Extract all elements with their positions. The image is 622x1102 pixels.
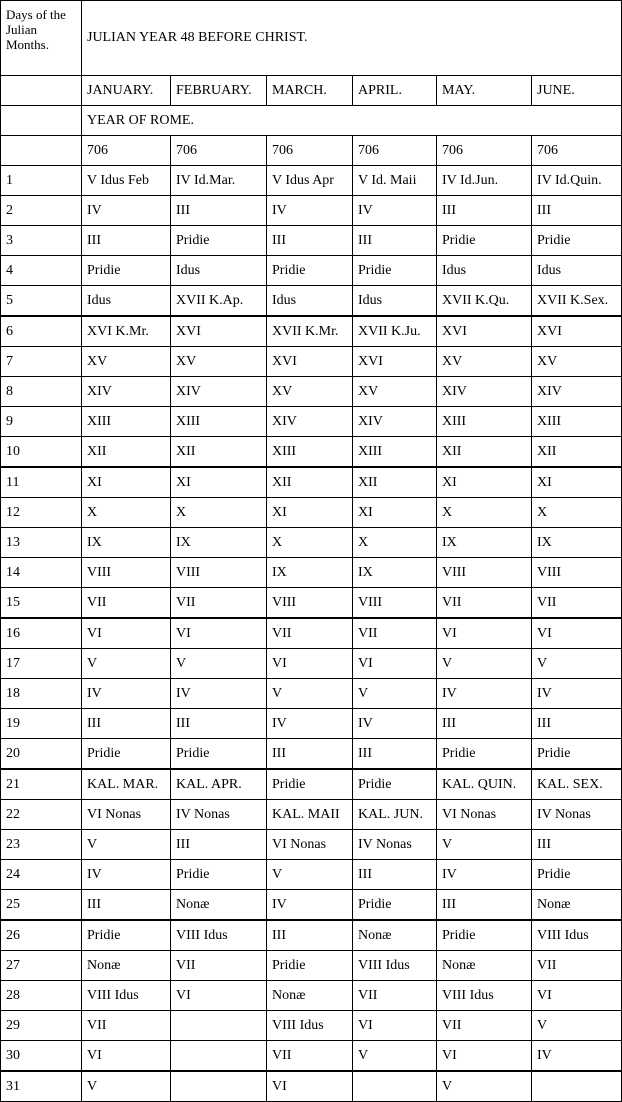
date-cell-april: VII [353,981,437,1011]
year-value: 706 [171,136,267,166]
day-number: 2 [1,196,82,226]
date-cell-april: IX [353,558,437,588]
table-row [1,1041,622,1072]
date-cell-may: VII [437,1011,532,1041]
date-cell-may: V [437,1071,532,1102]
date-cell-june: VI [532,981,622,1011]
date-cell-april: KAL. JUN. [353,800,437,830]
date-cell-april: XIV [353,407,437,437]
month-header-june: JUNE. [532,76,622,106]
date-cell-june: XV [532,347,622,377]
date-cell-april: IV [353,709,437,739]
date-cell-march: III [267,226,353,256]
date-cell-march: XVII K.Mr. [267,316,353,347]
date-cell-april: IV [353,196,437,226]
day-number: 10 [1,437,82,468]
table-row [1,316,622,347]
date-cell-march: XVI [267,347,353,377]
table-row [1,226,622,256]
date-cell-january: KAL. MAR. [82,769,171,800]
day-number: 20 [1,739,82,770]
empty-cell [1,106,82,136]
date-cell-april: III [353,739,437,770]
table-row [1,679,622,709]
date-cell-february: XIV [171,377,267,407]
day-number: 16 [1,618,82,649]
month-header-march: MARCH. [267,76,353,106]
day-number: 14 [1,558,82,588]
day-number: 24 [1,860,82,890]
date-cell-march: Pridie [267,769,353,800]
date-cell-january: Nonæ [82,951,171,981]
date-cell-march: III [267,920,353,951]
day-number: 7 [1,347,82,377]
date-cell-june: III [532,709,622,739]
date-cell-march: VII [267,618,353,649]
date-cell-february: IX [171,528,267,558]
year-of-rome-label-row [1,106,622,136]
date-cell-april: Nonæ [353,920,437,951]
date-cell-january: V Idus Feb [82,166,171,196]
day-number: 6 [1,316,82,347]
date-cell-may: IX [437,528,532,558]
date-cell-february: VII [171,588,267,619]
year-of-rome-row [1,136,622,166]
table-row [1,920,622,951]
date-cell-march: Nonæ [267,981,353,1011]
date-cell-january: VII [82,588,171,619]
date-cell-january: VIII [82,558,171,588]
date-cell-june: Nonæ [532,890,622,921]
date-cell-january: XII [82,437,171,468]
date-cell-june: Idus [532,256,622,286]
date-cell-may: IV [437,679,532,709]
date-cell-january: V [82,649,171,679]
date-cell-january: X [82,498,171,528]
date-cell-march: VI [267,649,353,679]
date-cell-february: XV [171,347,267,377]
date-cell-may: Idus [437,256,532,286]
date-cell-january: IV [82,196,171,226]
day-number: 1 [1,166,82,196]
day-number: 5 [1,286,82,317]
date-cell-february: III [171,830,267,860]
empty-cell [1,136,82,166]
day-number: 21 [1,769,82,800]
date-cell-june: IX [532,528,622,558]
date-cell-june: III [532,196,622,226]
table-row [1,286,622,317]
date-cell-june: IV [532,1041,622,1072]
date-cell-june [532,1071,622,1102]
date-cell-february [171,1071,267,1102]
day-number: 13 [1,528,82,558]
date-cell-april: XII [353,467,437,498]
date-cell-may: VIII Idus [437,981,532,1011]
date-cell-may: IV [437,860,532,890]
date-cell-june: III [532,830,622,860]
day-number: 15 [1,588,82,619]
date-cell-june: XI [532,467,622,498]
date-cell-february: IV [171,679,267,709]
date-cell-april: VI [353,1011,437,1041]
day-number: 17 [1,649,82,679]
date-cell-march: VIII [267,588,353,619]
date-cell-june: XVII K.Sex. [532,286,622,317]
date-cell-may: III [437,709,532,739]
date-cell-january: XIV [82,377,171,407]
date-cell-february: VIII [171,558,267,588]
date-cell-may: VI [437,618,532,649]
table-row [1,196,622,226]
date-cell-january: V [82,1071,171,1102]
date-cell-may: III [437,890,532,921]
date-cell-june: XVI [532,316,622,347]
date-cell-february: III [171,709,267,739]
year-value: 706 [532,136,622,166]
day-number: 27 [1,951,82,981]
date-cell-february: III [171,196,267,226]
day-number: 26 [1,920,82,951]
date-cell-march: IV [267,709,353,739]
table-row [1,890,622,921]
table-row [1,437,622,468]
date-cell-february: XVI [171,316,267,347]
date-cell-march: IV [267,196,353,226]
date-cell-march: XI [267,498,353,528]
date-cell-may: XII [437,437,532,468]
table-row [1,256,622,286]
date-cell-february: IV Nonas [171,800,267,830]
date-cell-january: III [82,890,171,921]
date-cell-june: VIII Idus [532,920,622,951]
date-cell-june: VI [532,618,622,649]
date-cell-march: IV [267,890,353,921]
day-number: 11 [1,467,82,498]
date-cell-may: VI [437,1041,532,1072]
date-cell-february: Pridie [171,226,267,256]
table-row [1,951,622,981]
date-cell-march: VIII Idus [267,1011,353,1041]
date-cell-april: V [353,679,437,709]
month-header-may: MAY. [437,76,532,106]
date-cell-june: Pridie [532,739,622,770]
date-cell-june: V [532,649,622,679]
date-cell-january: XV [82,347,171,377]
date-cell-april: Idus [353,286,437,317]
day-number: 8 [1,377,82,407]
date-cell-may: XVI [437,316,532,347]
date-cell-january: VI [82,1041,171,1072]
date-cell-february: VIII Idus [171,920,267,951]
table-row [1,347,622,377]
date-cell-june: KAL. SEX. [532,769,622,800]
date-cell-may: XIII [437,407,532,437]
date-cell-february: VI [171,618,267,649]
date-cell-may: IV Id.Jun. [437,166,532,196]
date-cell-january: VI Nonas [82,800,171,830]
date-cell-january: Pridie [82,256,171,286]
date-cell-february [171,1041,267,1072]
date-cell-march: Pridie [267,951,353,981]
date-cell-january: VII [82,1011,171,1041]
date-cell-may: III [437,196,532,226]
date-cell-march: Pridie [267,256,353,286]
date-cell-may: Pridie [437,226,532,256]
date-cell-march: V Idus Apr [267,166,353,196]
date-cell-june: VII [532,588,622,619]
date-cell-april [353,1071,437,1102]
title-row [1,1,622,76]
day-number: 19 [1,709,82,739]
year-value: 706 [267,136,353,166]
date-cell-march: Idus [267,286,353,317]
date-cell-april: XVII K.Ju. [353,316,437,347]
date-cell-april: VI [353,649,437,679]
date-cell-january: III [82,709,171,739]
date-cell-february: Pridie [171,739,267,770]
date-cell-february: XIII [171,407,267,437]
date-cell-march: III [267,739,353,770]
table-row [1,739,622,770]
table-row [1,649,622,679]
month-header-row [1,76,622,106]
date-cell-may: XVII K.Qu. [437,286,532,317]
date-cell-april: V Id. Maii [353,166,437,196]
date-cell-april: VIII [353,588,437,619]
date-cell-june: VIII [532,558,622,588]
table-row [1,800,622,830]
day-number: 3 [1,226,82,256]
date-cell-march: KAL. MAII [267,800,353,830]
date-cell-may: Pridie [437,920,532,951]
date-cell-june: IV [532,679,622,709]
date-cell-march: V [267,860,353,890]
date-cell-march: VI [267,1071,353,1102]
date-cell-may: Nonæ [437,951,532,981]
date-cell-february: VII [171,951,267,981]
date-cell-march: XII [267,467,353,498]
date-cell-april: IV Nonas [353,830,437,860]
table-row [1,498,622,528]
day-number: 31 [1,1071,82,1102]
date-cell-february: XII [171,437,267,468]
date-cell-february: VI [171,981,267,1011]
date-cell-june: Pridie [532,860,622,890]
date-cell-february: Nonæ [171,890,267,921]
empty-cell [1,76,82,106]
date-cell-january: IV [82,679,171,709]
day-number: 23 [1,830,82,860]
date-cell-february: XI [171,467,267,498]
date-cell-april: III [353,860,437,890]
date-cell-january: XI [82,467,171,498]
days-column-header: Days of the Julian Months. [1,1,82,76]
date-cell-january: IV [82,860,171,890]
date-cell-may: V [437,649,532,679]
day-number: 9 [1,407,82,437]
date-cell-january: VI [82,618,171,649]
date-cell-april: Pridie [353,890,437,921]
date-cell-april: X [353,528,437,558]
date-cell-january: Idus [82,286,171,317]
date-cell-january: Pridie [82,739,171,770]
date-cell-march: XIV [267,407,353,437]
date-cell-may: KAL. QUIN. [437,769,532,800]
day-number: 30 [1,1041,82,1072]
table-row [1,709,622,739]
table-row [1,830,622,860]
date-cell-may: V [437,830,532,860]
date-cell-march: VI Nonas [267,830,353,860]
date-cell-february [171,1011,267,1041]
date-cell-may: XIV [437,377,532,407]
date-cell-april: XIII [353,437,437,468]
date-cell-march: V [267,679,353,709]
date-cell-april: VIII Idus [353,951,437,981]
date-cell-june: V [532,1011,622,1041]
date-cell-may: VI Nonas [437,800,532,830]
date-cell-february: KAL. APR. [171,769,267,800]
date-cell-april: III [353,226,437,256]
month-header-april: APRIL. [353,76,437,106]
date-cell-may: XI [437,467,532,498]
day-number: 12 [1,498,82,528]
date-cell-may: X [437,498,532,528]
table-row [1,558,622,588]
date-cell-march: X [267,528,353,558]
month-header-january: JANUARY. [82,76,171,106]
date-cell-april: V [353,1041,437,1072]
date-cell-march: XIII [267,437,353,468]
date-cell-march: XV [267,377,353,407]
date-cell-june: IV Id.Quin. [532,166,622,196]
date-cell-march: IX [267,558,353,588]
date-cell-january: VIII Idus [82,981,171,1011]
day-number: 29 [1,1011,82,1041]
table-row [1,377,622,407]
day-number: 28 [1,981,82,1011]
table-row [1,981,622,1011]
year-value: 706 [82,136,171,166]
date-cell-june: VII [532,951,622,981]
day-number: 25 [1,890,82,921]
date-cell-april: Pridie [353,256,437,286]
date-cell-january: XVI K.Mr. [82,316,171,347]
date-cell-may: VII [437,588,532,619]
year-of-rome-label: YEAR OF ROME. [82,106,622,136]
date-cell-june: XIII [532,407,622,437]
date-cell-january: IX [82,528,171,558]
table-row [1,769,622,800]
year-value: 706 [437,136,532,166]
table-row [1,467,622,498]
date-cell-january: III [82,226,171,256]
date-cell-february: X [171,498,267,528]
table-row [1,528,622,558]
day-number: 4 [1,256,82,286]
date-cell-january: V [82,830,171,860]
date-cell-april: VII [353,618,437,649]
table-row [1,166,622,196]
table-row [1,860,622,890]
date-cell-february: XVII K.Ap. [171,286,267,317]
date-cell-june: XII [532,437,622,468]
date-cell-june: IV Nonas [532,800,622,830]
date-cell-april: XV [353,377,437,407]
date-cell-june: X [532,498,622,528]
table-row [1,588,622,619]
date-cell-june: Pridie [532,226,622,256]
date-cell-may: VIII [437,558,532,588]
date-cell-april: XI [353,498,437,528]
year-value: 706 [353,136,437,166]
date-cell-may: Pridie [437,739,532,770]
date-cell-april: XVI [353,347,437,377]
date-cell-june: XIV [532,377,622,407]
date-cell-january: Pridie [82,920,171,951]
date-cell-february: V [171,649,267,679]
table-row [1,1011,622,1041]
day-number: 18 [1,679,82,709]
date-cell-may: XV [437,347,532,377]
table-row [1,1071,622,1102]
table-title: JULIAN YEAR 48 BEFORE CHRIST. [82,1,622,76]
table-row [1,618,622,649]
month-header-february: FEBRUARY. [171,76,267,106]
date-cell-february: Pridie [171,860,267,890]
date-cell-march: VII [267,1041,353,1072]
table-row [1,407,622,437]
date-cell-february: Idus [171,256,267,286]
date-cell-february: IV Id.Mar. [171,166,267,196]
date-cell-january: XIII [82,407,171,437]
day-number: 22 [1,800,82,830]
date-cell-april: Pridie [353,769,437,800]
